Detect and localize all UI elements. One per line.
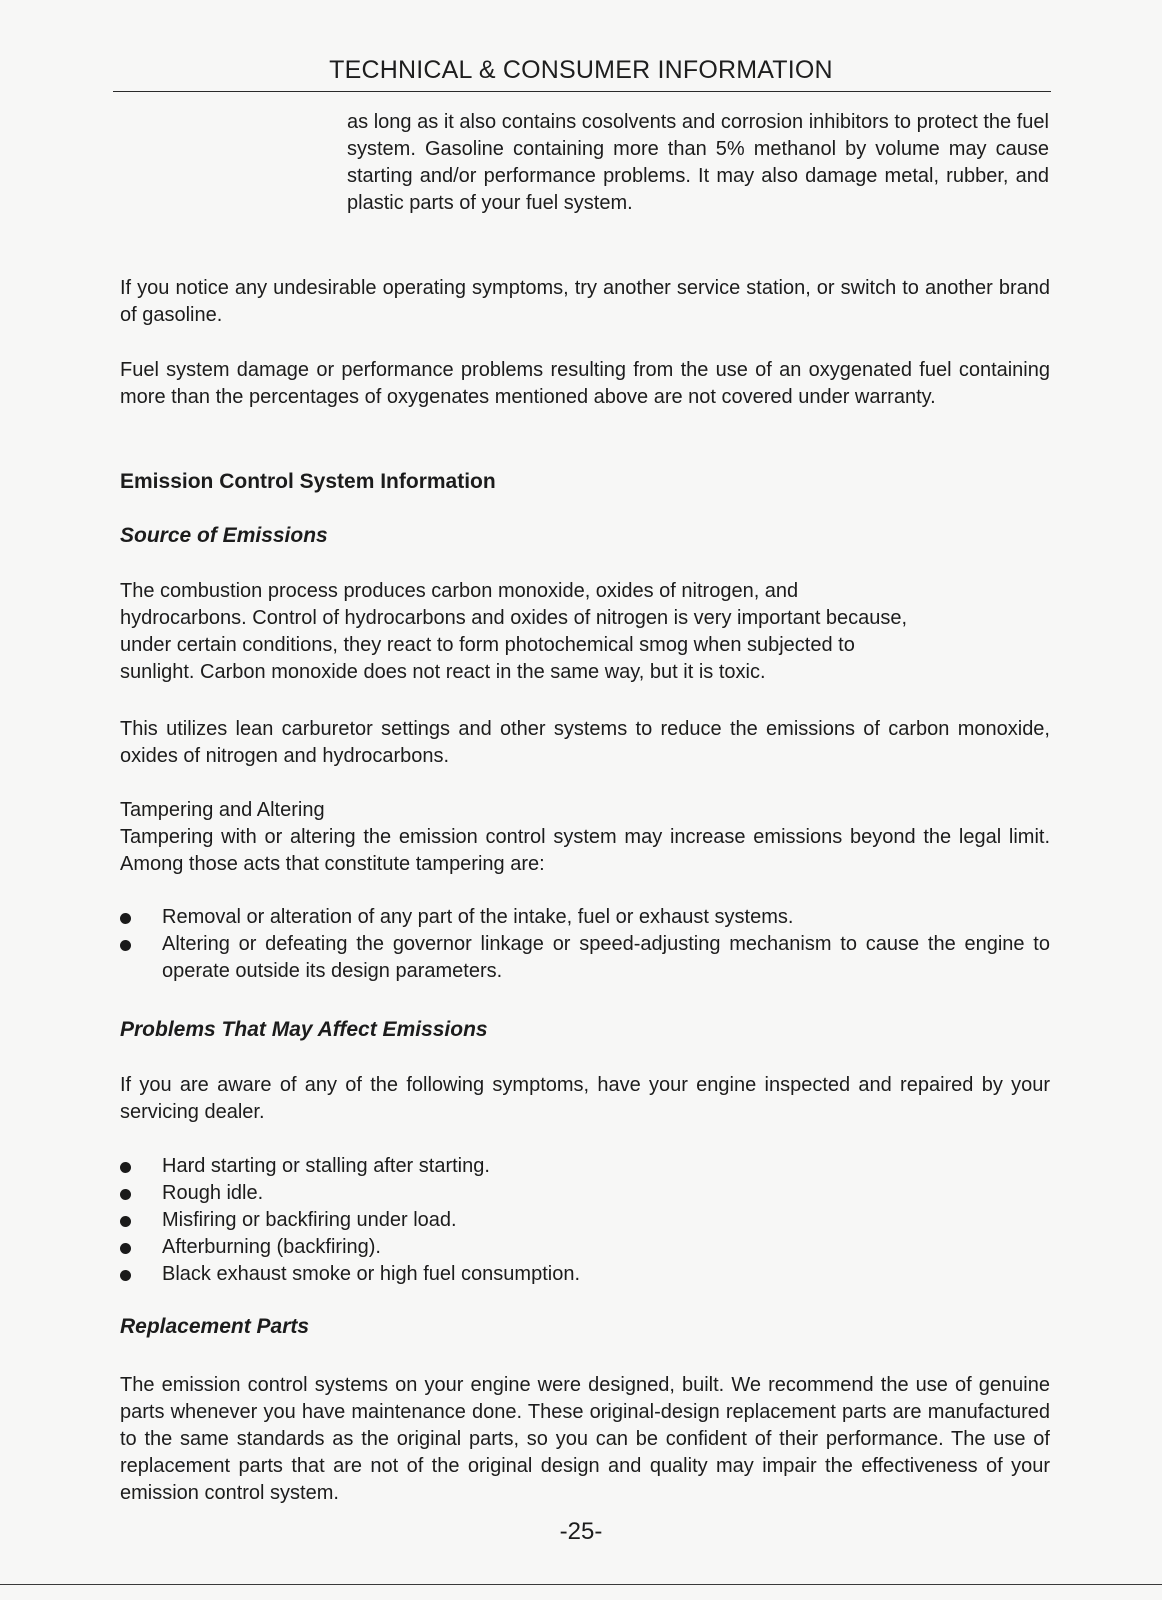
bullet-icon <box>120 913 131 924</box>
list-item <box>120 1153 1050 1180</box>
list-item <box>120 931 1050 985</box>
bullet-icon <box>120 1216 131 1227</box>
source-line: hydrocarbons. Control of hydrocarbons and oxides of nitrogen is very important because, <box>120 607 908 629</box>
problems-heading: Problems That May Affect Emissions <box>120 1018 488 1041</box>
source-line: under certain conditions, they react to form photochemical smog when subjected to <box>120 634 855 656</box>
bullet-icon <box>120 1270 131 1281</box>
source-line: sunlight. Carbon monoxide does not react in the same way, but it is toxic. <box>120 661 766 683</box>
list-item-text: Hard starting or stalling after starting. <box>162 1155 490 1177</box>
bullet-icon <box>120 1243 131 1254</box>
bullet-icon <box>120 1189 131 1200</box>
symptoms-list <box>120 1153 1050 1288</box>
list-item-text: Misfiring or backfiring under load. <box>162 1209 457 1231</box>
page-number: -25- <box>559 1518 603 1545</box>
replacement-paragraph: The emission control systems on your engine were designed, built. We recommend the use of genuine parts whenever you have maintenance done. These original-design replacement parts are manufactured to the same standards as the original parts, so you can be confident of their performance. The use of replacement parts that are not of the original design and quality may impair the effectiveness of your emission control system. <box>120 1374 1050 1504</box>
list-item-text: Removal or alteration of any part of the intake, fuel or exhaust systems. <box>162 906 794 928</box>
list-item <box>120 1261 1050 1288</box>
source-line: The combustion process produces carbon monoxide, oxides of nitrogen, and <box>120 580 799 602</box>
intro-indented-paragraph: as long as it also contains cosolvents and corrosion inhibitors to protect the fuel system. Gasoline containing more than 5% methanol by volume may cause starting and/or performance problems. It may also damage metal, rubber, and plastic parts of your fuel system. <box>347 111 1049 214</box>
tampering-list <box>120 904 1050 985</box>
warranty-paragraph: Fuel system damage or performance problems resulting from the use of an oxygenated fuel containing more than the percentages of oxygenates mentioned above are not covered under warranty. <box>120 359 1050 408</box>
lean-settings-paragraph: This utilizes lean carburetor settings and other systems to reduce the emissions of carbon monoxide, oxides of nitrogen and hydrocarbons. <box>120 718 1050 767</box>
list-item <box>120 1234 1050 1261</box>
bullet-icon <box>120 1162 131 1173</box>
list-item-text: Rough idle. <box>162 1182 264 1204</box>
emission-section-heading: Emission Control System Information <box>120 470 496 493</box>
symptoms-paragraph: If you notice any undesirable operating symptoms, try another service station, or switch to another brand of gasoline. <box>120 277 1050 326</box>
bullet-icon <box>120 940 131 951</box>
list-item-text: Altering or defeating the governor linkage or speed-adjusting mechanism to cause the engine to operate outside its design parameters. <box>162 933 1050 982</box>
list-item <box>120 1207 1050 1234</box>
header-rule <box>113 91 1051 92</box>
tampering-paragraph: Tampering with or altering the emission control system may increase emissions beyond the legal limit. Among those acts that constitute tampering are: <box>120 826 1050 875</box>
page-header-title: TECHNICAL & CONSUMER INFORMATION <box>329 56 833 84</box>
source-paragraph <box>120 578 1060 686</box>
list-item <box>120 904 1050 931</box>
problems-paragraph: If you are aware of any of the following symptoms, have your engine inspected and repaired by your servicing dealer. <box>120 1074 1050 1123</box>
source-of-emissions-heading: Source of Emissions <box>120 524 328 547</box>
list-item <box>120 1180 1050 1207</box>
list-item-text: Black exhaust smoke or high fuel consumption. <box>162 1263 580 1285</box>
replacement-parts-heading: Replacement Parts <box>120 1315 310 1338</box>
tampering-title: Tampering and Altering <box>120 799 325 821</box>
list-item-text: Afterburning (backfiring). <box>162 1236 381 1258</box>
bottom-rule <box>0 1584 1162 1585</box>
